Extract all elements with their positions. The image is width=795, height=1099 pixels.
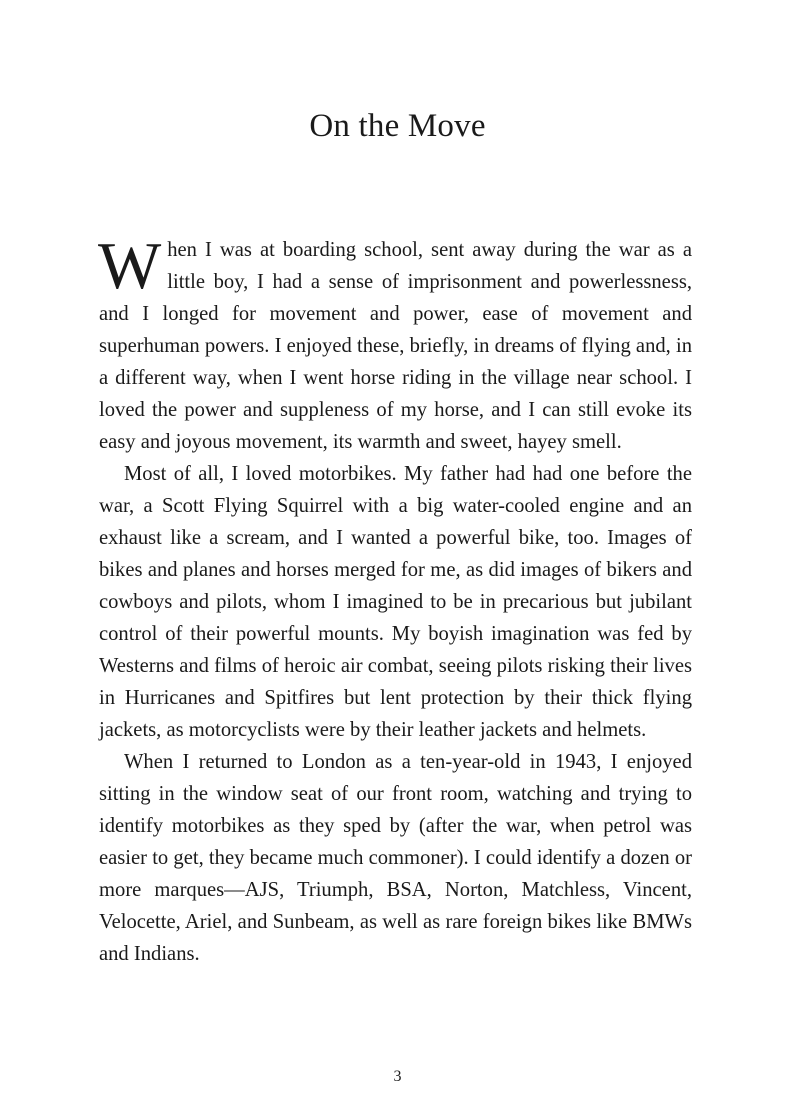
paragraph-3: When I returned to London as a ten-year-old in 1943, I enjoyed sitting in the window seat of our front room, watching and trying to identify motorbikes as they sped by (after the war, when petrol was easier to get, they became much commoner). I could identify a dozen or more marques—AJS, Triumph, BSA, Norton, Matchless, Vincent, Velocette, Ariel, and Sunbeam, as well as rare foreign bikes like BMWs and Indians. [99, 751, 692, 965]
page-number: 3 [393, 1068, 402, 1085]
paragraph-2: Most of all, I loved motorbikes. My father had had one before the war, a Scott Flying Squirrel with a big water-cooled engine and an exhaust like a scream, and I wanted a powerful bike, too. Images of bikes and planes and horses merged for me, as did images of bikers and cowboys and pilots, whom I imagined to be in precarious but jubilant control of their powerful mounts. My boyish imagination was fed by Westerns and films of heroic air combat, seeing pilots risking their lives in Hurricanes and Spitfires but lent protection by their thick flying jackets, as motorcyclists were by their leather jackets and helmets. [99, 463, 692, 741]
paragraph-1-text: hen I was at boarding school, sent away during the war as a little boy, I had a sense of imprisonment and powerlessness, and I longed for movement and power, ease of movement and superhuman powers. I enjoyed these, briefly, in dreams of flying and, in a different way, when I went horse riding in the village near school. I loved the power and suppleness of my horse, and I can still evoke its easy and joyous movement, its warmth and sweet, hayey smell. [99, 239, 692, 453]
drop-cap: W [98, 229, 162, 303]
chapter-body [98, 229, 692, 970]
chapter-title: On the Move [309, 108, 486, 144]
paragraph-1 [98, 229, 692, 458]
